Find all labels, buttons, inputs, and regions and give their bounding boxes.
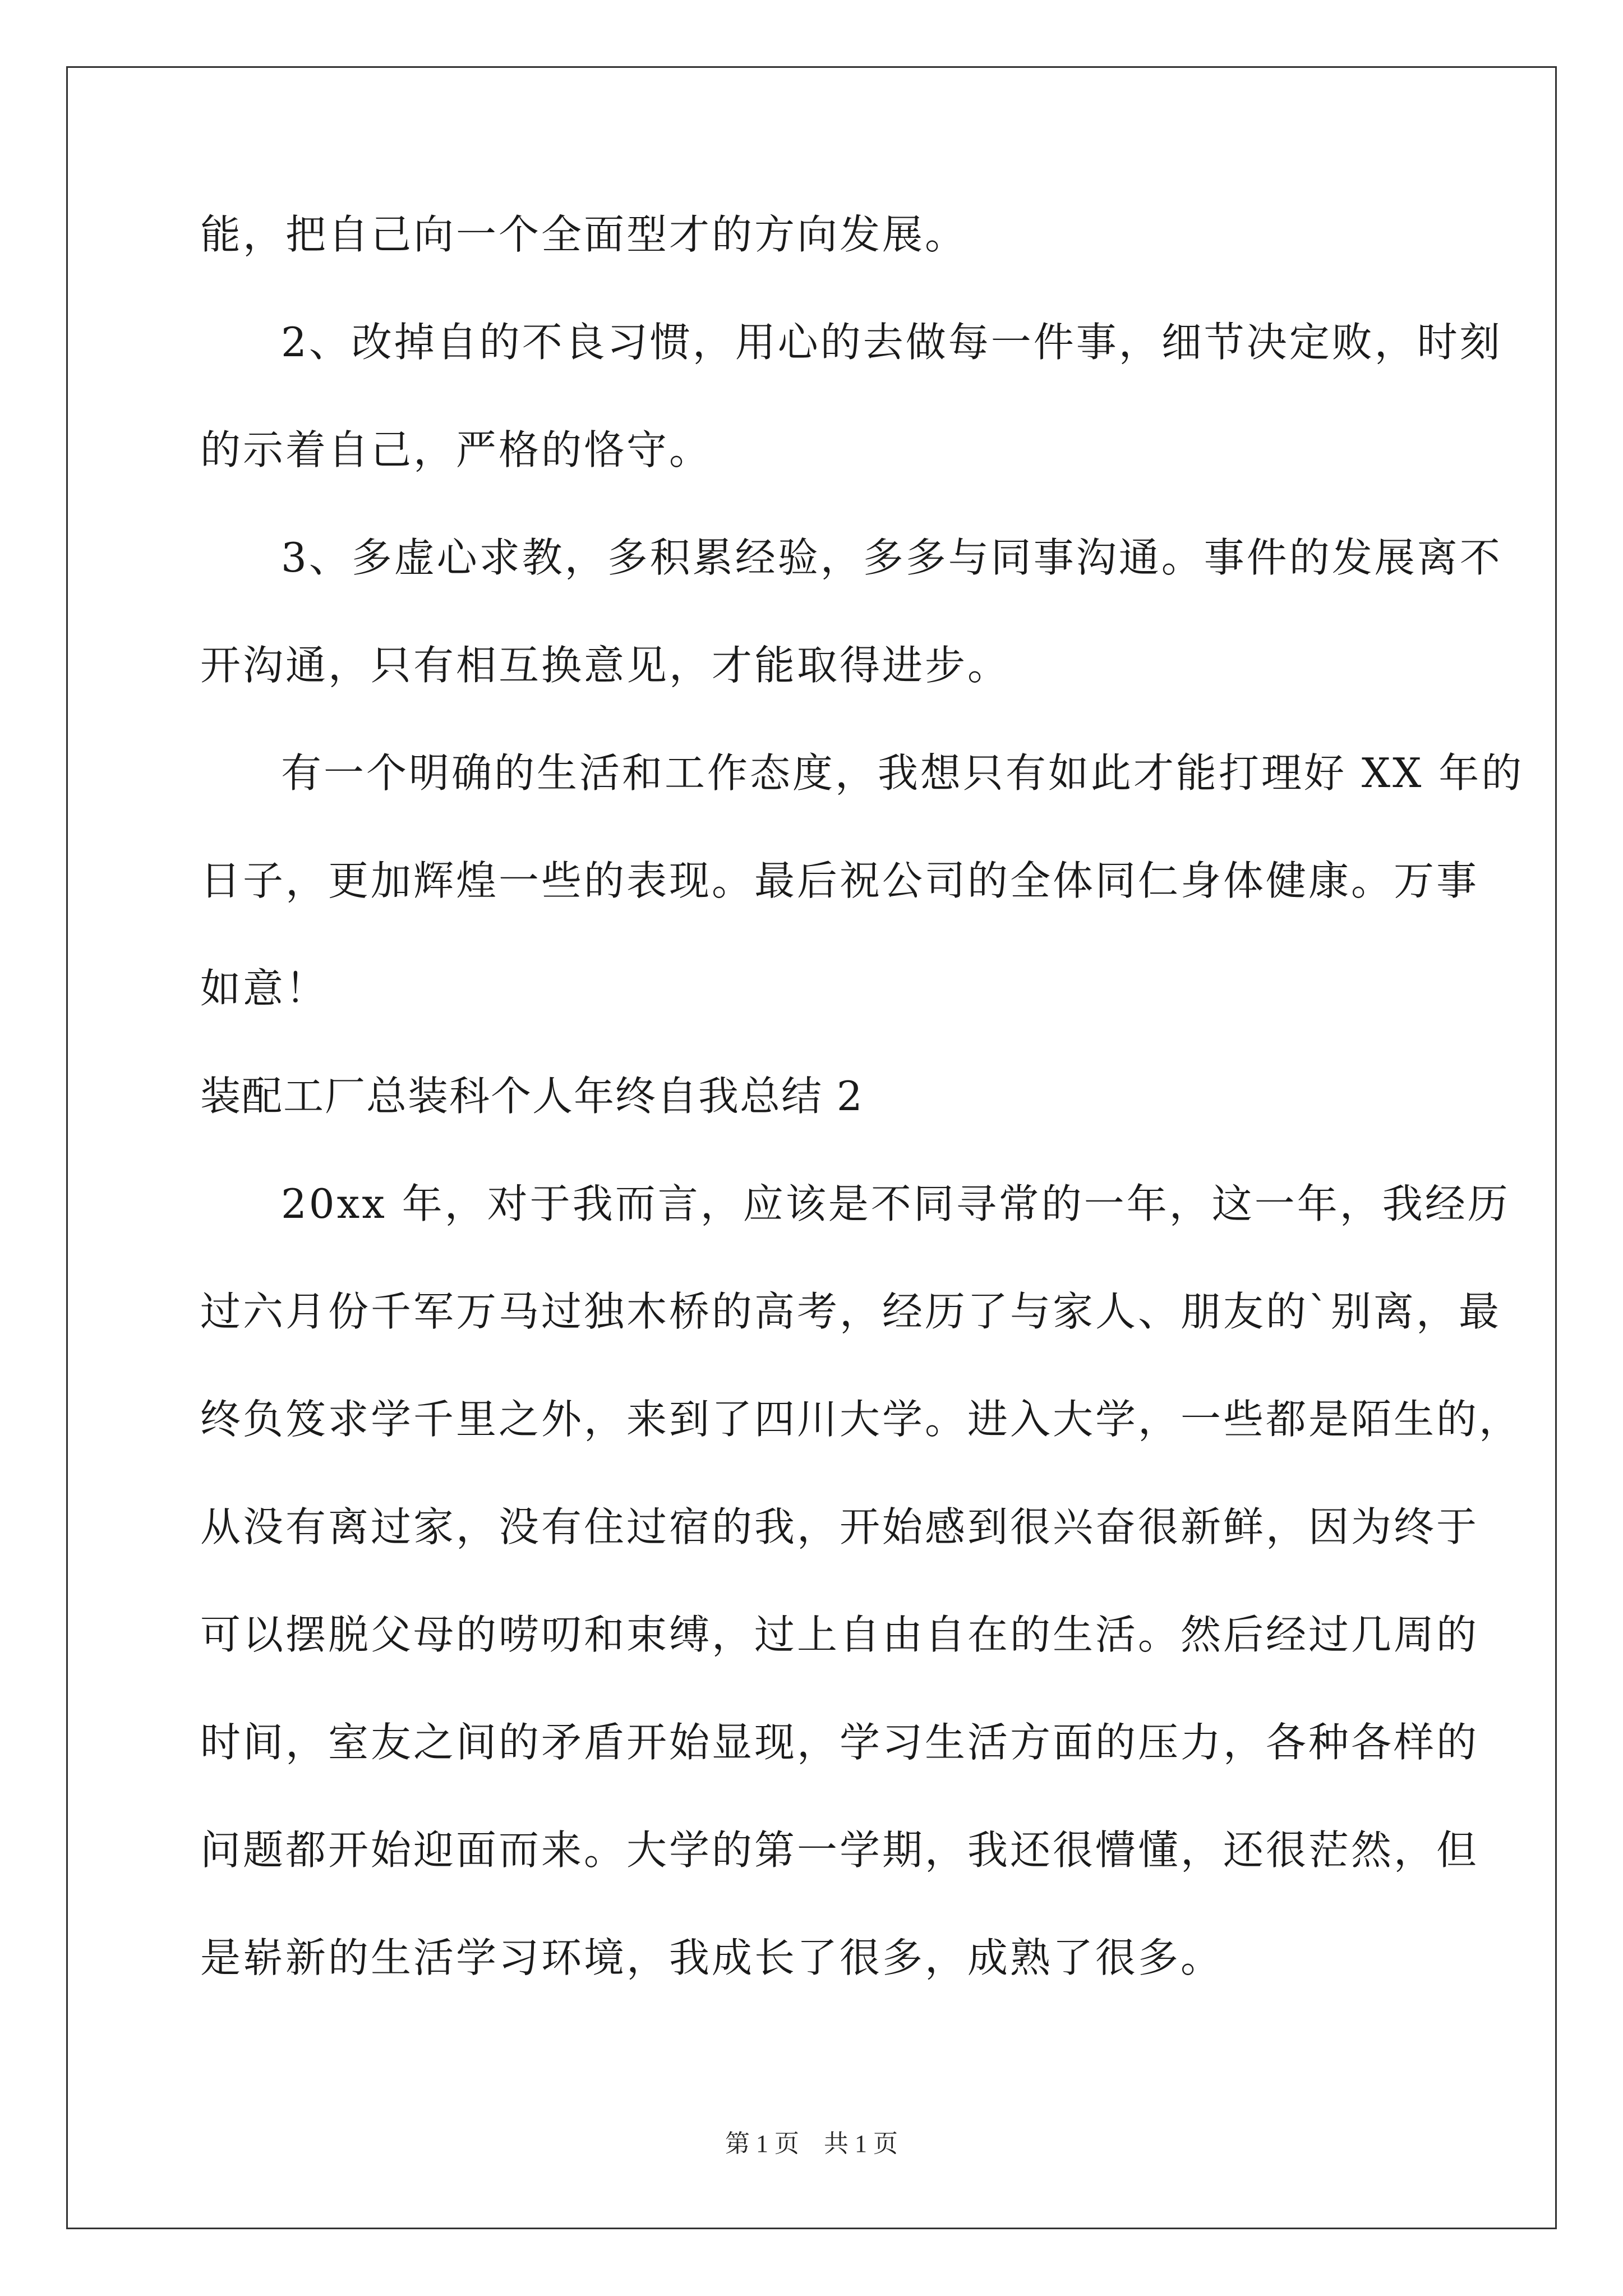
paragraph-line: 从没有离过家，没有住过宿的我，开始感到很兴奋很新鲜，因为终于 <box>200 1503 1479 1550</box>
paragraph-line: 3、多虚心求教，多积累经验，多多与同事沟通。事件的发展离不 <box>281 534 1502 581</box>
paragraph-line: 可以摆脱父母的唠叨和束缚，过上自由自在的生活。然后经过几周的 <box>200 1611 1479 1658</box>
paragraph-line: 2、改掉自的不良习惯，用心的去做每一件事，细节决定败，时刻 <box>281 319 1502 366</box>
page-footer: 第 1 页 共 1 页 <box>725 2130 898 2157</box>
paragraph-line: 时间，室友之间的矛盾开始显现，学习生活方面的压力，各种各样的 <box>200 1719 1479 1766</box>
paragraph-line: 能，把自己向一个全面型才的方向发展。 <box>200 211 968 258</box>
paragraph-line: 日子，更加辉煌一些的表现。最后祝公司的全体同仁身体健康。万事 <box>200 857 1479 904</box>
page-border <box>66 66 1557 2229</box>
paragraph-line: 终负笈求学千里之外，来到了四川大学。进入大学，一些都是陌生的， <box>200 1396 1522 1443</box>
paragraph-line: 如意！ <box>200 965 329 1012</box>
paragraph-line: 问题都开始迎面而来。大学的第一学期，我还很懵懂，还很茫然，但 <box>200 1826 1479 1874</box>
paragraph-line: 过六月份千军万马过独木桥的高考，经历了与家人、朋友的`别离，最 <box>200 1288 1502 1335</box>
paragraph-line: 是崭新的生活学习环境，我成长了很多，成熟了很多。 <box>200 1934 1224 1981</box>
section-heading: 装配工厂总装科个人年终自我总结 2 <box>200 1073 864 1120</box>
paragraph-line: 20xx 年，对于我而言，应该是不同寻常的一年，这一年，我经历 <box>281 1180 1510 1227</box>
paragraph-line: 有一个明确的生活和工作态度，我想只有如此才能打理好 XX 年的 <box>281 749 1524 797</box>
paragraph-line: 的示着自己，严格的恪守。 <box>200 426 712 473</box>
paragraph-line: 开沟通，只有相互换意见，才能取得进步。 <box>200 642 1011 689</box>
